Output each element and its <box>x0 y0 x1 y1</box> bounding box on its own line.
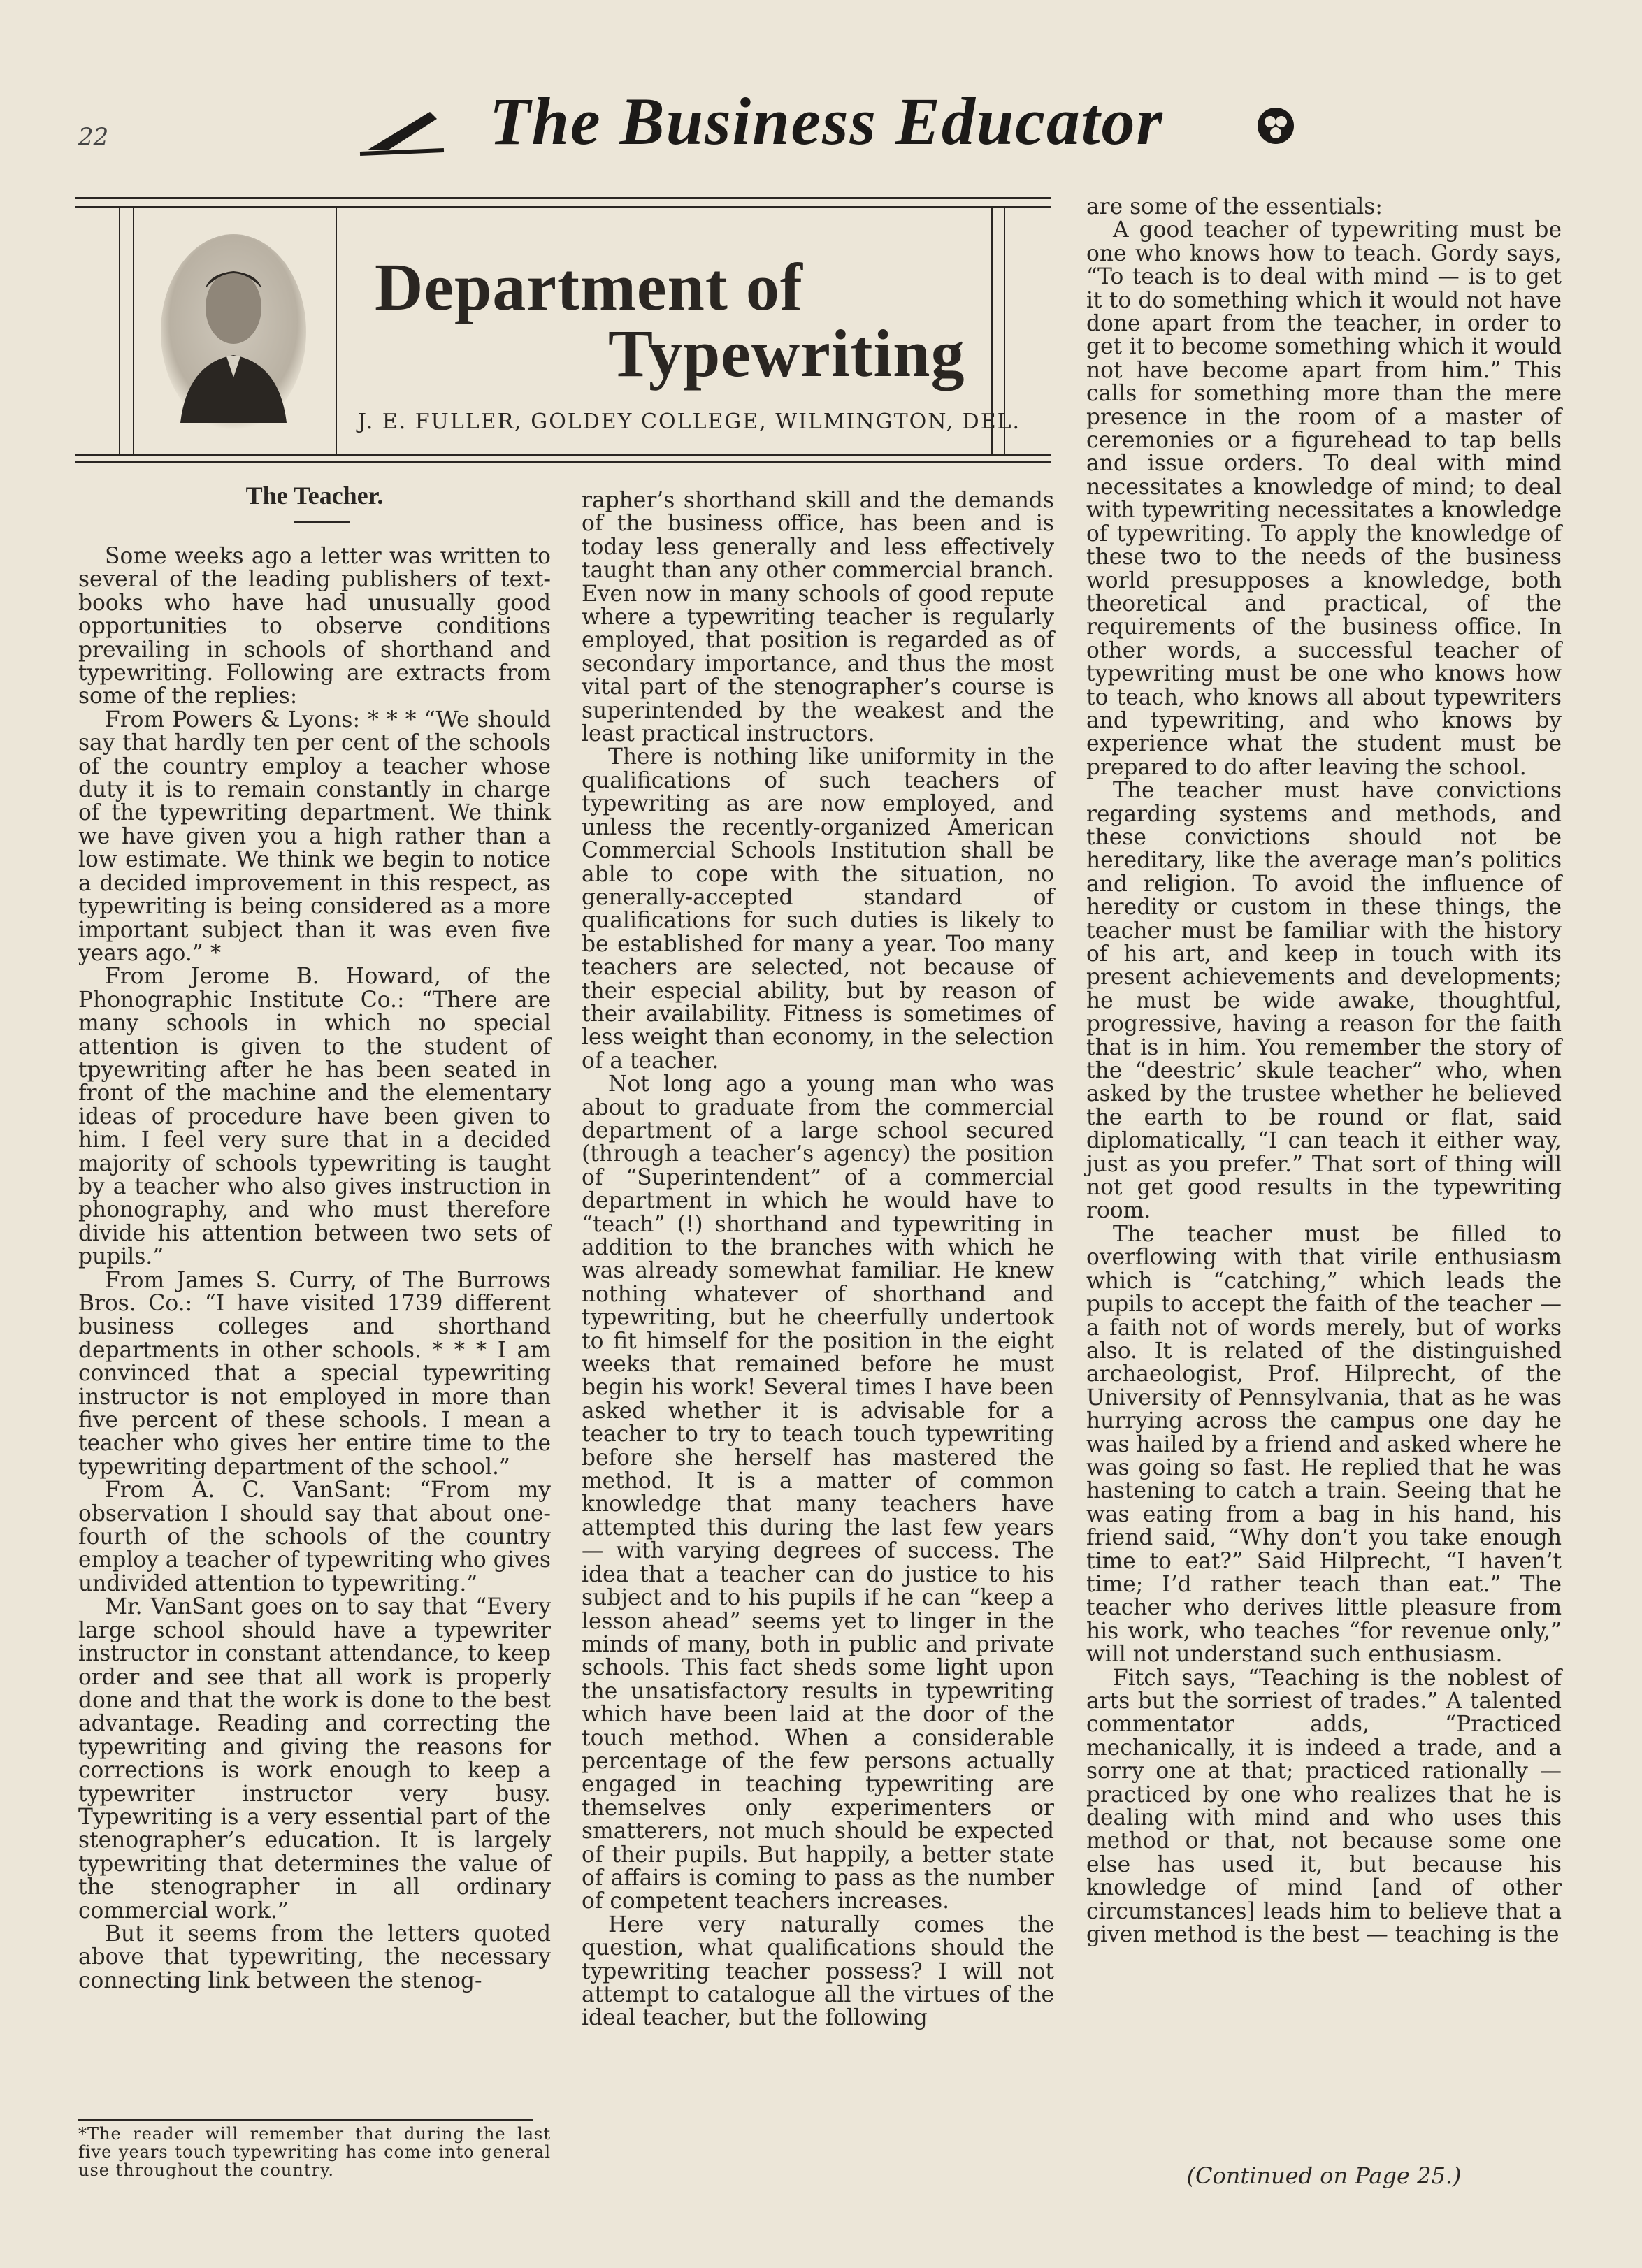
paragraph: Here very naturally comes the question, what qualifications should the typewriting teacher possess? I will not attempt to catalogue all the virtues of the ideal teacher, but the following <box>582 1912 1054 2031</box>
paragraph: Some weeks ago a letter was written to several of the leading publishers of text-books who have had unusually good opportunities to observe conditions prevailing in schools of shorthand and typewriting. Following are extracts from some of the replies: <box>78 544 551 709</box>
page-number: 22 <box>78 123 109 151</box>
paragraph: are some of the essentials: <box>1086 194 1383 219</box>
department-title-line1: Department of <box>375 250 803 324</box>
header-rule-bottom-inner <box>75 454 1051 456</box>
paragraph: From A. C. VanSant: “From my observation I should say that about one-fourth of the schools of the country employ a teacher of typewriting who gives undivided attention to typewriting.” <box>78 1478 551 1596</box>
masthead-title: The Business Educator <box>489 84 1164 159</box>
paragraph: Fitch says, “Teaching is the noblest of arts but the sorriest of trades.” A talented commentator adds, “Practiced mechanically, it is indeed a trade, and a sorry one at that; practiced rationally — practiced by one who realizes that he is dealing with mind and who uses this method or that, not because some one else has used it, but because his knowledge of mind [and of other circumstances] leads him to believe that a given method is the best — teaching is the <box>1086 1665 1562 1948</box>
department-title-line2: Typewriting <box>608 316 965 391</box>
ornament-icon <box>1258 108 1294 144</box>
quill-pen-icon <box>360 112 444 154</box>
header-rule-top-inner <box>75 206 1051 208</box>
section-heading: The Teacher. <box>245 482 384 510</box>
portrait-photo <box>159 231 308 433</box>
header-vrule <box>133 208 134 454</box>
header-vrule <box>119 208 120 454</box>
footnote: *The reader will remember that during the last five years touch typewriting has come into general use throughout the country. <box>78 2124 551 2180</box>
paragraph: The teacher must be filled to overflowing with that virile enthusiasm which is “catching,” which leads the pupils to accept the faith of the teacher — a faith not of words merely, but of works also. It is related of the distinguished archaeologist, Prof. Hilprecht, of the University of Pennsylvania, that as he was hurrying across the campus one day he was hailed by a friend and asked where he was going so fast. He replied that he was hastening to catch a train. Seeing that he was eating from a bag in his hand, his friend said, “Why don’t you take enough time to eat?” Said Hilprecht, “I haven’t time; I’d rather teach than eat.” The teacher who derives little pleasure from his work, who teaches “for revenue only,” will not understand such enthusiasm. <box>1086 1221 1562 1668</box>
paragraph: There is nothing like uniformity in the qualifications of such teachers of typewriting as are now employed, and unless the recently-organized American Commercial Schools Institution shall be able to cope with the situation, no generally-accepted standard of qualifications for such duties is likely to be established for many a year. Too many teachers are selected, not because of their especial ability, but by reason of their availability. Fitness is sometimes of less weight than economy, in the selection of a teacher. <box>582 744 1054 1074</box>
column-2 <box>582 489 1054 2030</box>
paragraph: From Jerome B. Howard, of the Phonographic Institute Co.: “There are many schools in which no special attention is given to the student of tpyewriting after he has been seated in front of the machine and the elementary ideas of procedure have been given to him. I feel very sure that in a decided majority of schools typewriting is taught by a teacher who also gives instruction in phonography, and who must therefore divide his attention between two sets of pupils.” <box>78 964 551 1270</box>
paragraph: From James S. Curry, of The Burrows Bros. Co.: “I have visited 1739 different business colleges and shorthand departments in other schools. * * * I am convinced that a special typewriting instructor is not employed in more than five percent of these schools. I mean a teacher who gives her entire time to the typewriting department of the school.” <box>78 1267 551 1480</box>
paragraph: The teacher must have convictions regarding systems and methods, and these convictions should not be hereditary, like the average man’s politics and religion. To avoid the influence of heredity or custom in these things, the teacher must be familiar with the history of his art, and keep in touch with its present achievements and developments; he must be wide awake, thoughtful, progressive, having a reason for the faith that is in him. You remember the story of the “deestric’ skule teacher” who, when asked by the trustee whether he believed the earth to be round or flat, said diplomatically, “I can teach it either way, just as you prefer.” That sort of thing will not get good results in the typewriting room. <box>1086 778 1562 1224</box>
paragraph: Not long ago a young man who was about to graduate from the commercial department of a large school secured (through a teacher’s agency) the position of “Superintendent” of a commercial department in which he would have to “teach” (!) shorthand and typewriting in addition to the branches with which he was already somewhat familiar. He knew nothing whatever of shorthand and typewriting, but he cheerfully undertook to fit himself for the position in the eight weeks that remained before he must begin his work! Several times I have been asked whether it is advisable for a teacher to try to teach touch typewriting before she herself has mastered the method. It is a matter of common knowledge that many teachers have attempted this during the last few years — with varying degrees of success. The idea that a teacher can do justice to his subject and to his pupils if he can “keep a lesson ahead” seems yet to linger in the minds of many, both in public and private schools. This fact sheds some light upon the unsatisfactory results in typewriting which have been laid at the door of the touch method. When a considerable percentage of the few persons actually engaged in teaching typewriting are themselves only experimenters or smatterers, not much should be expected of their pupils. But happily, a better state of affairs is coming to pass as the number of competent teachers increases. <box>582 1071 1054 1914</box>
paragraph: From Powers & Lyons: * * * “We should say that hardly ten per cent of the schools of the country employ a teacher whose duty it is to remain constantly in charge of the typewriting department. We think we have given you a high rather than a low estimate. We think we begin to notice a decided improvement in this respect, as typewriting is being considered as a more important subject than it was even five years ago.” * <box>78 707 551 966</box>
paragraph: Mr. VanSant goes on to say that “Every large school should have a typewriter instructor in constant attendance, to keep order and see that all work is properly done and that the work is done to the best advantage. Reading and correcting the typewriting and giving the reasons for corrections is work enough to keep a typewriter instructor very busy. Typewriting is a very essential part of the stenographer’s education. It is largely typewriting that determines the value of the stenographer in all ordinary commercial work.” <box>78 1594 551 1923</box>
header-vrule <box>336 208 337 454</box>
paragraph: rapher’s shorthand skill and the demands of the business office, has been and is today less generally and less effectively taught than any other commercial branch. Even now in many schools of good repute where a typewriting teacher is regularly employed, that position is regarded as of secondary importance, and thus the most vital part of the stenographer’s course is superintended by the weakest and the least practical instructors. <box>582 488 1054 747</box>
footnote-rule <box>78 2119 533 2121</box>
paragraph: But it seems from the letters quoted above that typewriting, the necessary connecting link between the stenog- <box>78 1921 551 1993</box>
continued-note: (Continued on Page 25.) <box>1186 2162 1462 2189</box>
column-3 <box>1086 196 1562 1946</box>
column-1 <box>78 545 551 1993</box>
author-byline: J. E. FULLER, GOLDEY COLLEGE, WILMINGTON, DEL. <box>358 410 1021 434</box>
paragraph: A good teacher of typewriting must be one who knows how to teach. Gordy says, “To teach is to deal with mind — is to get it to do something which it would not have done apart from the teacher, in order to get it to become something which it would not have become apart from him.” This calls for something more than the mere presence in the room of a master of ceremonies or a figurehead to tap bells and issue orders. To deal with mind necessitates a knowledge of mind; to deal with typewriting necessitates a knowledge of typewriting. To apply the knowledge of these two to the needs of the business world presupposes a knowledge, both theoretical and practical, of the requirements of the business office. In other words, a successful teacher of typewriting must be one who knows how to teach, who knows all about typewriters and typewriting, and who knows by experience what the student must be prepared to do after leaving the school. <box>1086 217 1562 780</box>
header-rule-bottom <box>75 461 1051 463</box>
header-rule-top <box>75 197 1051 199</box>
heading-rule <box>294 521 350 523</box>
